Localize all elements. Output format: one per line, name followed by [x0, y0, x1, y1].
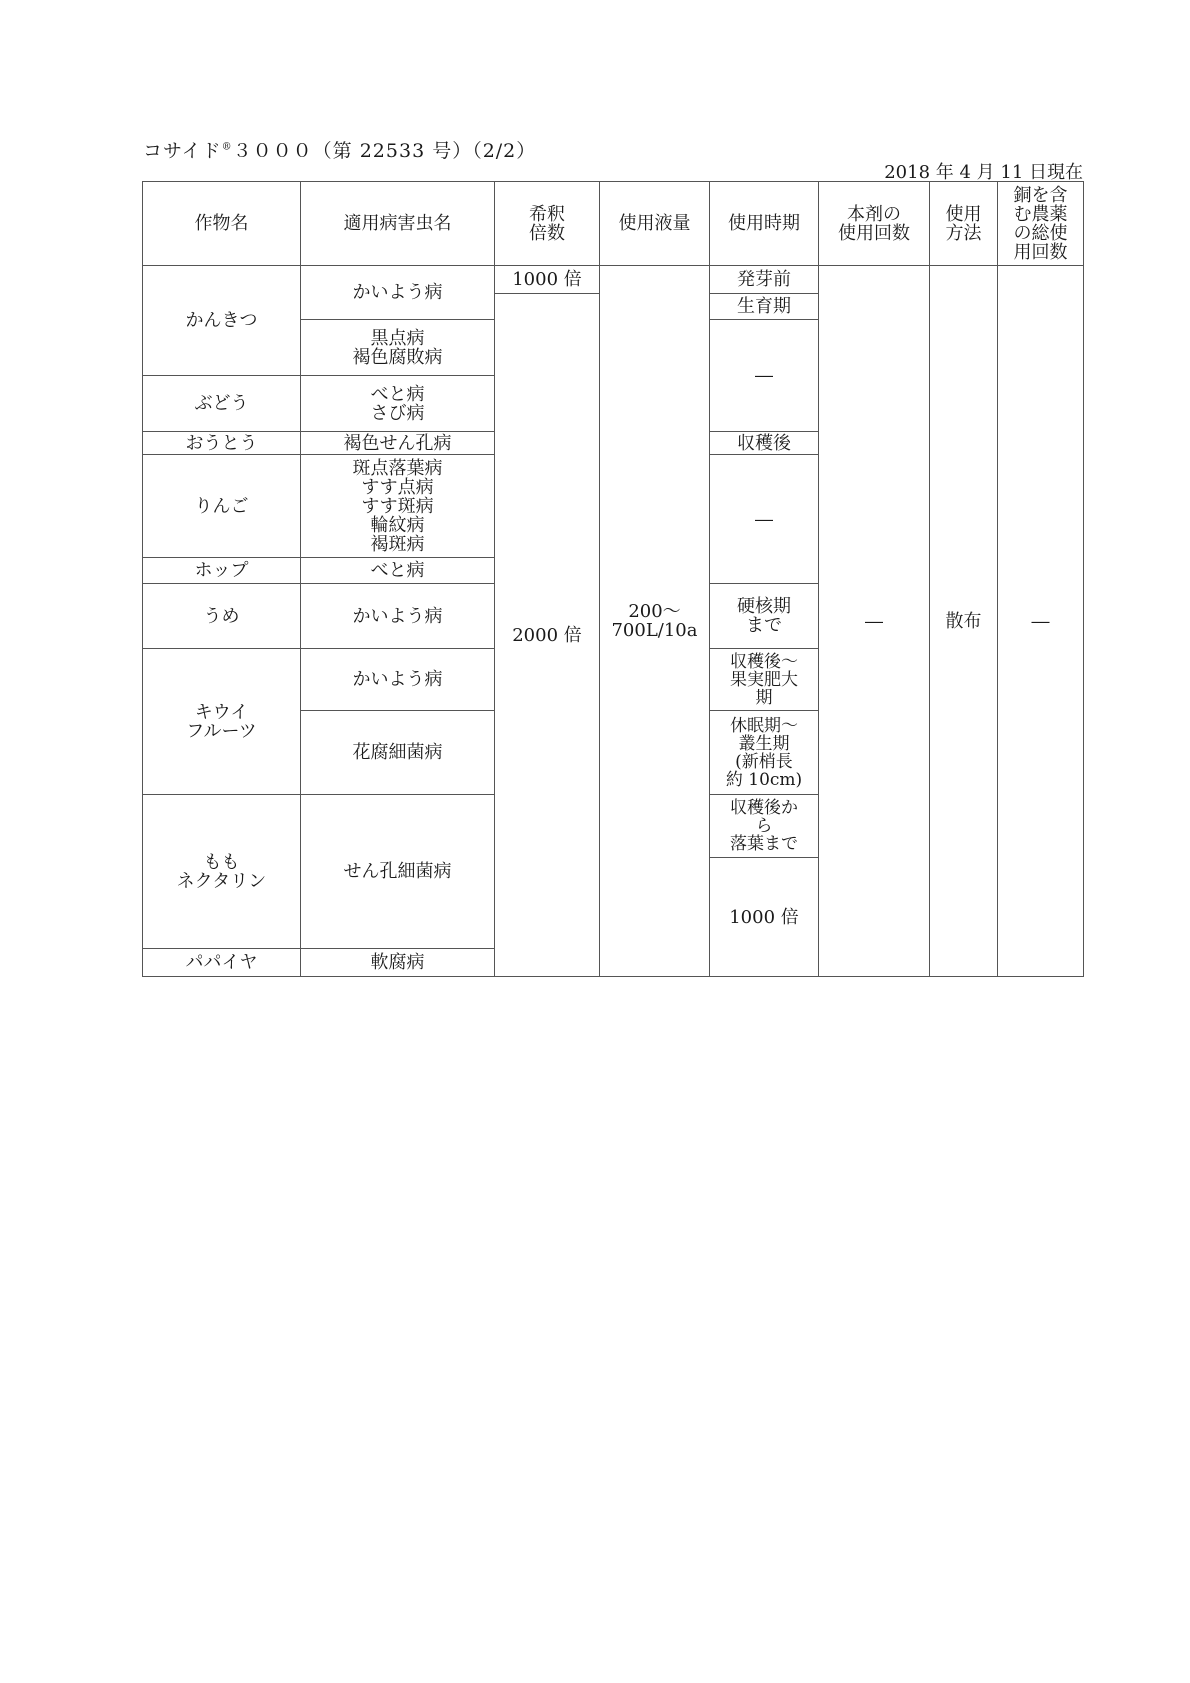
table-row	[143, 266, 1084, 294]
crop-cell: うめ	[143, 584, 301, 649]
crop-cell: もも ネクタリン	[143, 795, 301, 949]
dilution-cell: 2000 倍	[495, 294, 600, 977]
disease-cell: 斑点落葉病 すす点病 すす斑病 輪紋病 褐斑病	[301, 455, 495, 558]
col-copper: 銅を含 む農薬 の総使 用回数	[998, 182, 1084, 266]
header-row	[143, 182, 1084, 266]
col-count: 本剤の 使用回数	[819, 182, 930, 266]
col-timing: 使用時期	[710, 182, 819, 266]
col-dilution: 希釈 倍数	[495, 182, 600, 266]
timing-cell: 収穫後～ 果実肥大 期	[710, 649, 819, 711]
volume-cell: 200～ 700L/10a	[600, 266, 710, 977]
timing-cell: 収穫後	[710, 432, 819, 455]
disease-cell: 花腐細菌病	[301, 711, 495, 795]
disease-cell: せん孔細菌病	[301, 795, 495, 949]
dilution-cell: 1000 倍	[710, 858, 819, 977]
timing-cell: ―	[710, 455, 819, 584]
timing-cell: 発芽前	[710, 266, 819, 294]
crop-cell: ホップ	[143, 558, 301, 584]
disease-cell: かいよう病	[301, 266, 495, 320]
crop-cell: キウイ フルーツ	[143, 649, 301, 795]
crop-cell: かんきつ	[143, 266, 301, 376]
document-title: コサイド®３０００（第 22533 号）（2/2）	[143, 140, 537, 162]
disease-cell: べと病	[301, 558, 495, 584]
timing-cell: ―	[710, 320, 819, 432]
timing-cell: 休眠期～ 叢生期 (新梢長 約 10cm)	[710, 711, 819, 795]
copper-cell: ―	[998, 266, 1084, 977]
disease-cell: 黒点病 褐色腐敗病	[301, 320, 495, 376]
count-cell: ―	[819, 266, 930, 977]
crop-cell: ぶどう	[143, 376, 301, 432]
col-disease: 適用病害虫名	[301, 182, 495, 266]
as-of-date: 2018 年 4 月 11 日現在	[884, 162, 1083, 183]
crop-cell: パパイヤ	[143, 949, 301, 977]
timing-cell: 硬核期 まで	[710, 584, 819, 649]
timing-cell: 生育期	[710, 294, 819, 320]
col-crop: 作物名	[143, 182, 301, 266]
timing-cell: 収穫後か ら 落葉まで	[710, 795, 819, 858]
method-cell: 散布	[930, 266, 998, 977]
dilution-cell: 1000 倍	[495, 266, 600, 294]
col-volume: 使用液量	[600, 182, 710, 266]
crop-cell: おうとう	[143, 432, 301, 455]
col-method: 使用 方法	[930, 182, 998, 266]
disease-cell: べと病 さび病	[301, 376, 495, 432]
crop-cell: りんご	[143, 455, 301, 558]
disease-cell: かいよう病	[301, 649, 495, 711]
disease-cell: かいよう病	[301, 584, 495, 649]
disease-cell: 褐色せん孔病	[301, 432, 495, 455]
usage-table	[142, 181, 1084, 977]
registered-mark: ®	[221, 141, 233, 153]
disease-cell: 軟腐病	[301, 949, 495, 977]
